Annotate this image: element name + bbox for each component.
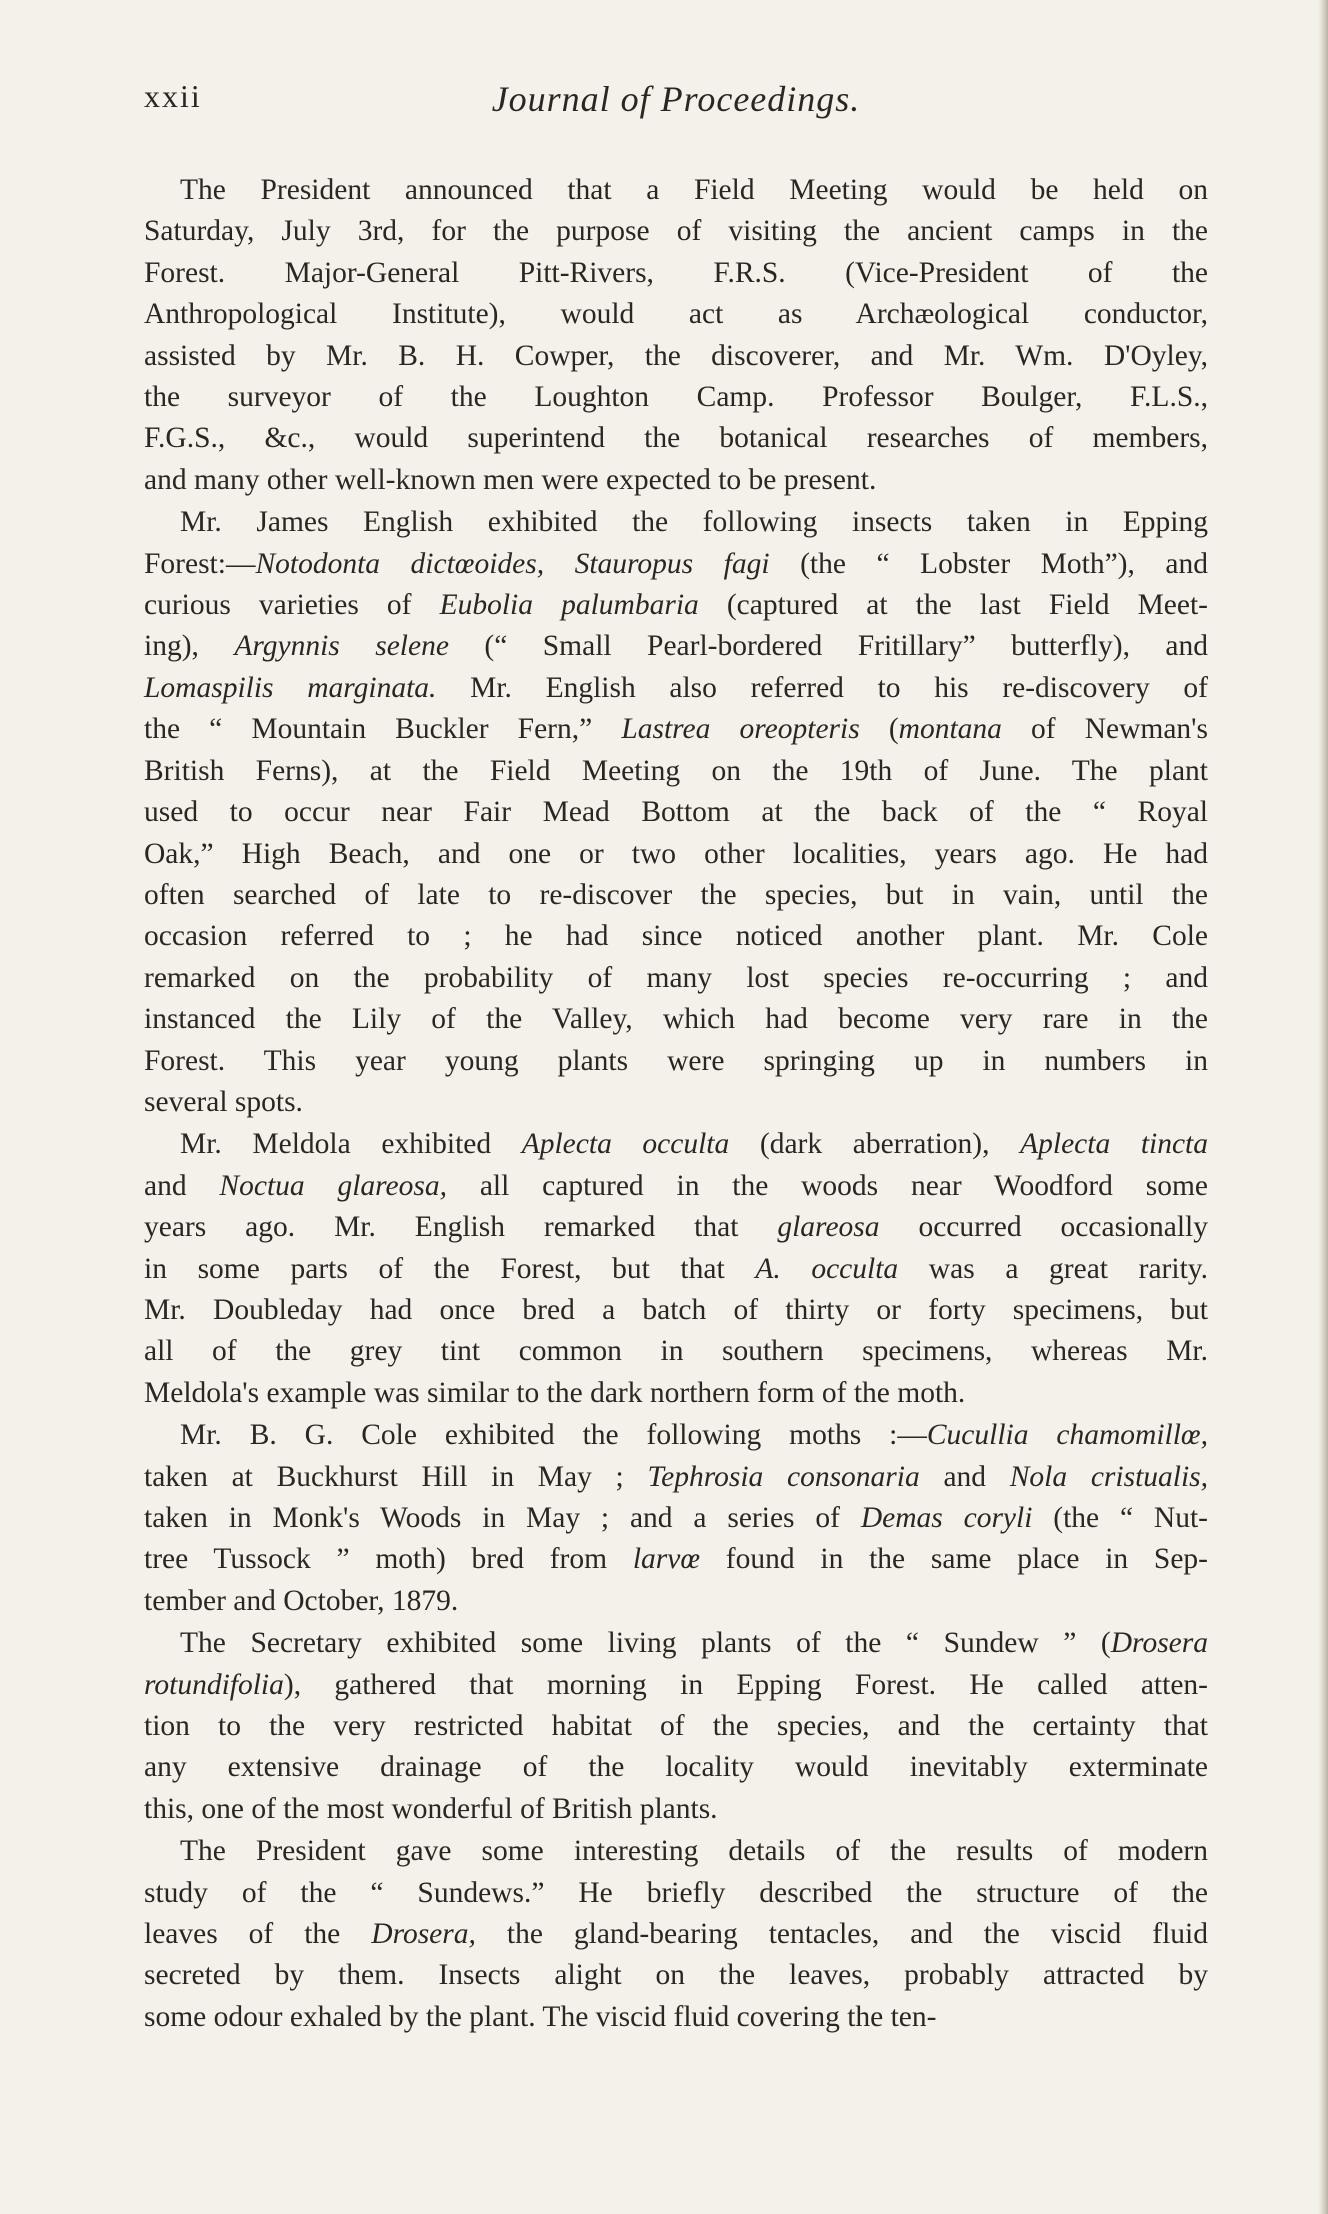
text-line: The Secretary exhibited some living plants of the “ Sundew ” (Drosera xyxy=(180,1627,1208,1660)
text-line: Forest. This year young plants were springing up in numbers in xyxy=(144,1044,1208,1077)
text-line: tember and October, 1879. xyxy=(144,1584,459,1617)
text-line: this, one of the most wonderful of British plants. xyxy=(144,1792,718,1825)
text-line: Mr. Meldola exhibited Aplecta occulta (dark aberration), Aplecta tincta xyxy=(180,1128,1208,1161)
text-line: used to occur near Fair Mead Bottom at the back of the “ Royal xyxy=(144,796,1208,829)
text-line: Mr. Doubleday had once bred a batch of thirty or forty specimens, but xyxy=(144,1293,1208,1326)
text-line: Forest:—Notodonta dictœoides, Stauropus fagi (the “ Lobster Moth”), and xyxy=(144,547,1208,580)
body-text xyxy=(144,170,1208,2039)
page-header xyxy=(144,78,1208,138)
text-line: Lomaspilis marginata. Mr. English also referred to his re-discovery of xyxy=(144,671,1208,704)
text-line: Saturday, July 3rd, for the purpose of visiting the ancient camps in the xyxy=(144,215,1208,248)
species-name: Argynnis selene xyxy=(234,630,449,663)
species-name: rotundifolia xyxy=(144,1668,284,1701)
text-line: all of the grey tint common in southern specimens, whereas Mr. xyxy=(144,1335,1208,1368)
species-name: Noctua glareosa, xyxy=(219,1169,447,1202)
text-line: occasion referred to ; he had since noticed another plant. Mr. Cole xyxy=(144,920,1208,953)
species-name: Lomaspilis marginata. xyxy=(144,671,437,704)
running-title: Journal of Proceedings. xyxy=(491,79,861,119)
text-line: The President announced that a Field Meeting would be held on xyxy=(180,174,1208,206)
text-line: British Ferns), at the Field Meeting on the 19th of June. The plant xyxy=(144,754,1208,787)
text-line: years ago. Mr. English remarked that glareosa occurred occasionally xyxy=(144,1211,1208,1244)
paragraph xyxy=(144,1415,1208,1622)
text-line: often searched of late to re-discover the species, but in vain, until the xyxy=(144,878,1208,911)
paragraph xyxy=(144,170,1208,501)
species-name: glareosa xyxy=(777,1211,880,1244)
text-line: curious varieties of Eubolia palumbaria (captured at the last Field Meet- xyxy=(144,589,1209,622)
text-line: several spots. xyxy=(144,1085,303,1118)
page-edge-shadow xyxy=(1318,0,1328,2214)
paragraph xyxy=(144,1124,1208,1414)
text-line: and many other well-known men were expected to be present. xyxy=(144,463,877,496)
text-line: leaves of the Drosera, the gland-bearing tentacles, and the viscid fluid xyxy=(144,1918,1208,1951)
text-line: Forest. Major-General Pitt-Rivers, F.R.S. (Vice-President of the xyxy=(144,256,1208,289)
paragraph xyxy=(144,502,1208,1123)
species-name: Aplecta occulta xyxy=(521,1128,730,1161)
text-line: taken in Monk's Woods in May ; and a series of Demas coryli (the “ Nut- xyxy=(144,1502,1208,1534)
text-line: taken at Buckhurst Hill in May ; Tephrosia consonaria and Nola cristualis, xyxy=(144,1460,1209,1493)
text-line: assisted by Mr. B. H. Cowper, the discoverer, and Mr. Wm. D'Oyley, xyxy=(144,339,1208,372)
text-line: the surveyor of the Loughton Camp. Professor Boulger, F.L.S., xyxy=(144,381,1208,414)
text-line: F.G.S., &c., would superintend the botanical researches of members, xyxy=(144,422,1208,455)
species-name: Aplecta tincta xyxy=(1020,1128,1208,1161)
text-line: Mr. B. G. Cole exhibited the following moths :—Cucullia chamomillœ, xyxy=(180,1419,1208,1452)
text-line: any extensive drainage of the locality would inevitably exterminate xyxy=(144,1751,1208,1784)
species-name: montana xyxy=(898,713,1002,746)
species-name: Nola cristualis, xyxy=(1009,1460,1209,1493)
text-line: ing), Argynnis selene (“ Small Pearl-bordered Fritillary” butterfly), and xyxy=(144,630,1208,663)
text-line: the “ Mountain Buckler Fern,” Lastrea oreopteris (montana of Newman's xyxy=(144,713,1208,746)
species-name: Eubolia palumbaria xyxy=(439,589,699,622)
species-name: Drosera, xyxy=(371,1918,476,1951)
text-line: The President gave some interesting details of the results of modern xyxy=(180,1835,1208,1868)
species-name: larvœ xyxy=(632,1543,701,1576)
species-name: Notodonta dictœoides, Stauropus fagi xyxy=(255,547,770,580)
text-line: secreted by them. Insects alight on the leaves, probably attracted by xyxy=(144,1959,1208,1992)
species-name: Tephrosia consonaria xyxy=(647,1460,920,1493)
text-line: Meldola's example was similar to the dark northern form of the moth. xyxy=(144,1376,966,1409)
paragraph xyxy=(144,1831,1208,2038)
text-line: in some parts of the Forest, but that A. occulta was a great rarity. xyxy=(144,1252,1208,1285)
species-name: Lastrea oreopteris xyxy=(621,713,860,746)
text-line: Oak,” High Beach, and one or two other localities, years ago. He had xyxy=(144,837,1208,870)
text-line: Anthropological Institute), would act as Archæological conductor, xyxy=(144,298,1208,331)
text-line: tion to the very restricted habitat of the species, and the certainty that xyxy=(144,1710,1208,1743)
text-line: remarked on the probability of many lost species re-occurring ; and xyxy=(144,961,1208,994)
species-name: Cucullia chamomillœ, xyxy=(926,1419,1208,1452)
species-name: Drosera xyxy=(1110,1627,1208,1660)
paragraph xyxy=(144,1623,1208,1830)
text-line: some odour exhaled by the plant. The viscid fluid covering the ten- xyxy=(144,2000,937,2033)
text-line: and Noctua glareosa, all captured in the woods near Woodford some xyxy=(144,1169,1209,1202)
text-line: instanced the Lily of the Valley, which had become very rare in the xyxy=(144,1003,1208,1036)
species-name: Demas coryli xyxy=(860,1502,1033,1534)
page-number: xxii xyxy=(144,78,202,114)
text-line: study of the “ Sundews.” He briefly described the structure of the xyxy=(144,1876,1208,1909)
text-line: tree Tussock ” moth) bred from larvœ found in the same place in Sep- xyxy=(144,1543,1209,1576)
species-name: A. occulta xyxy=(755,1252,899,1285)
text-line: rotundifolia), gathered that morning in Epping Forest. He called atten- xyxy=(144,1668,1208,1701)
text-line: Mr. James English exhibited the following insects taken in Epping xyxy=(180,506,1208,539)
